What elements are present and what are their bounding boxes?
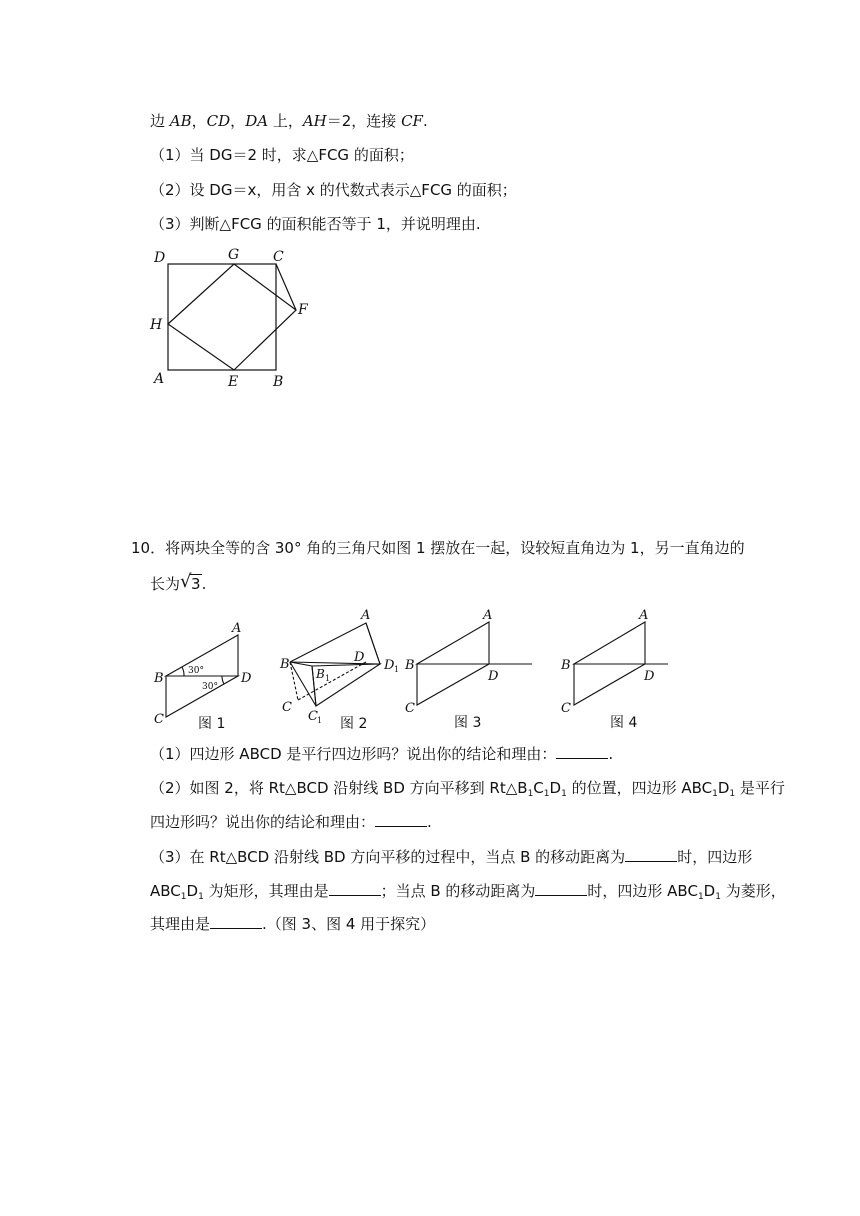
answer-blank[interactable] bbox=[375, 812, 427, 827]
fig2-caption: 图 2 bbox=[340, 716, 368, 732]
p9-text: ， bbox=[230, 112, 246, 130]
p10-text: D bbox=[186, 882, 199, 900]
fig4-triangle-bcd bbox=[574, 664, 645, 705]
p10-text: ；当点 B 的移动距离为 bbox=[380, 882, 536, 900]
p10-question-2-line-1 bbox=[150, 778, 785, 804]
p10-question-3-line-1 bbox=[150, 847, 752, 867]
label-b: B bbox=[273, 374, 284, 390]
p10-text: 时，四边形 bbox=[677, 848, 753, 866]
figure-3 bbox=[417, 622, 532, 705]
fig3-triangle-abd bbox=[417, 622, 489, 664]
fig4-label-b: B bbox=[561, 658, 571, 673]
subscript: 1 bbox=[712, 789, 718, 799]
fig3-triangle-bcd bbox=[417, 664, 489, 705]
fig3-caption: 图 3 bbox=[454, 715, 482, 731]
p9-seg-cf: CF bbox=[401, 112, 423, 130]
subscript: 1 bbox=[729, 789, 736, 799]
p10-text: 四边形吗？说出你的结论和理由： bbox=[150, 813, 376, 831]
p9-square-figure bbox=[140, 240, 330, 400]
fig1-angle-arc-bottom bbox=[222, 676, 224, 684]
p10-text: . bbox=[608, 745, 614, 763]
answer-blank[interactable] bbox=[556, 744, 608, 759]
subscript: 1 bbox=[697, 892, 704, 902]
fig1-angle-label-top: 30° bbox=[188, 666, 204, 676]
p10-question-2-line-2 bbox=[150, 812, 432, 832]
p10-line-1: 10．将两块全等的含 30° 角的三角尺如图 1 摆放在一起，设较短直角边为 1，另一直角边的 bbox=[131, 539, 745, 557]
answer-blank[interactable] bbox=[210, 914, 262, 929]
label-a: A bbox=[154, 371, 165, 387]
p10-text: C bbox=[533, 779, 544, 797]
fig3-label-d: D bbox=[488, 669, 499, 684]
p9-intro-line bbox=[150, 111, 428, 131]
fig4-caption: 图 4 bbox=[610, 715, 638, 731]
p9-text: 上， bbox=[268, 112, 303, 130]
fig2-triangle-abd bbox=[290, 623, 380, 664]
p10-text: D bbox=[717, 779, 730, 797]
p10-text: D bbox=[703, 882, 716, 900]
square-abcd bbox=[168, 264, 276, 370]
subscript: 1 bbox=[543, 789, 550, 799]
fig1-label-b: B bbox=[154, 671, 164, 686]
figure-2 bbox=[290, 623, 380, 706]
answer-blank[interactable] bbox=[329, 881, 381, 896]
fig4-label-a: A bbox=[639, 608, 649, 623]
figure-1 bbox=[166, 635, 238, 717]
fig2-label-c1-sub: 1 bbox=[317, 716, 323, 725]
p9-text: ＝2，连接 bbox=[326, 112, 402, 130]
fig2-label-b: B bbox=[280, 657, 290, 672]
fig2-label-d: D bbox=[354, 650, 365, 665]
answer-blank[interactable] bbox=[535, 881, 587, 896]
fig2-label-c1: C bbox=[308, 709, 318, 724]
figure-4 bbox=[574, 622, 668, 705]
fig4-label-c: C bbox=[561, 701, 571, 716]
p9-seg-ab: AB bbox=[169, 112, 192, 130]
fig2-segment-ad1 bbox=[366, 623, 380, 664]
fig2-label-a: A bbox=[361, 608, 371, 623]
fig4-label-d: D bbox=[644, 669, 655, 684]
label-h: H bbox=[150, 317, 163, 333]
fig1-label-a: A bbox=[232, 621, 242, 636]
p9-seg-ah: AH bbox=[302, 112, 327, 130]
label-d: D bbox=[154, 250, 166, 266]
label-c: C bbox=[273, 249, 284, 265]
fig3-label-c: C bbox=[405, 701, 415, 716]
p10-question-3-line-3 bbox=[150, 914, 435, 934]
fig2-label-d1-sub: 1 bbox=[394, 665, 400, 674]
p10-text: .（图 3、图 4 用于探究） bbox=[262, 915, 436, 933]
fig3-label-a: A bbox=[483, 608, 493, 623]
fig1-label-c: C bbox=[154, 712, 164, 727]
p10-text: 的位置，四边形 ABC bbox=[566, 779, 713, 797]
p10-text: ABC bbox=[150, 882, 181, 900]
p9-text: ， bbox=[191, 112, 207, 130]
fig1-label-d: D bbox=[241, 671, 252, 686]
fig2-dashed-cd bbox=[298, 662, 366, 700]
answer-blank[interactable] bbox=[625, 847, 677, 862]
subscript: 1 bbox=[180, 892, 187, 902]
fig2-label-b1-sub: 1 bbox=[325, 674, 331, 683]
label-f: F bbox=[298, 302, 308, 318]
p10-text: （2）如图 2，将 Rt△BCD 沿射线 BD 方向平移到 Rt△B bbox=[150, 779, 528, 797]
p10-question-3-line-2 bbox=[150, 881, 786, 907]
fig3-label-b: B bbox=[405, 658, 415, 673]
p9-text: . bbox=[422, 112, 428, 130]
p9-text: 边 bbox=[150, 112, 170, 130]
subscript: 1 bbox=[527, 789, 534, 799]
p9-question-3: （3）判断△FCG 的面积能否等于 1，并说明理由. bbox=[150, 215, 481, 233]
subscript: 1 bbox=[715, 892, 721, 902]
p10-text: 长为 bbox=[150, 575, 181, 593]
p9-question-1: （1）当 DG＝2 时，求△FCG 的面积； bbox=[150, 146, 414, 164]
p9-seg-cd: CD bbox=[206, 112, 231, 130]
fig2-label-c: C bbox=[282, 700, 292, 715]
subscript: 1 bbox=[561, 789, 567, 799]
p10-text: 为菱形， bbox=[720, 882, 786, 900]
p10-question-1 bbox=[150, 744, 613, 764]
p10-text: . bbox=[201, 575, 207, 593]
label-g: G bbox=[228, 247, 240, 263]
fig2-label-b1: B bbox=[316, 667, 325, 681]
p10-figures bbox=[140, 600, 680, 735]
subscript: 1 bbox=[198, 892, 204, 902]
square-efgh bbox=[168, 264, 296, 370]
p10-line-2 bbox=[150, 571, 207, 594]
fig4-triangle-abd bbox=[574, 622, 645, 664]
fig1-angle-arc-top bbox=[182, 667, 184, 676]
p10-text: 时，四边形 ABC bbox=[587, 882, 698, 900]
p10-q1-text: （1）四边形 ABCD 是平行四边形吗？说出你的结论和理由： bbox=[150, 745, 557, 763]
p10-text: D bbox=[549, 779, 562, 797]
fig1-angle-label-bottom: 30° bbox=[202, 682, 218, 692]
sqrt-radicand: 3 bbox=[191, 575, 201, 593]
p10-text: 其理由是 bbox=[150, 915, 211, 933]
p10-text: 为矩形，其理由是 bbox=[203, 882, 329, 900]
sqrt-symbol: √ 3 bbox=[180, 571, 201, 593]
p10-text: . bbox=[427, 813, 432, 831]
p9-seg-da: DA bbox=[245, 112, 269, 130]
p10-text: （3）在 Rt△BCD 沿射线 BD 方向平移的过程中，当点 B 的移动距离为 bbox=[150, 848, 626, 866]
fig1-caption: 图 1 bbox=[198, 716, 226, 732]
p10-text: 是平行 bbox=[735, 779, 785, 797]
label-e: E bbox=[228, 374, 239, 390]
p9-question-2: （2）设 DG＝x，用含 x 的代数式表示△FCG 的面积； bbox=[150, 181, 517, 199]
fig2-label-d1: D bbox=[384, 658, 395, 673]
